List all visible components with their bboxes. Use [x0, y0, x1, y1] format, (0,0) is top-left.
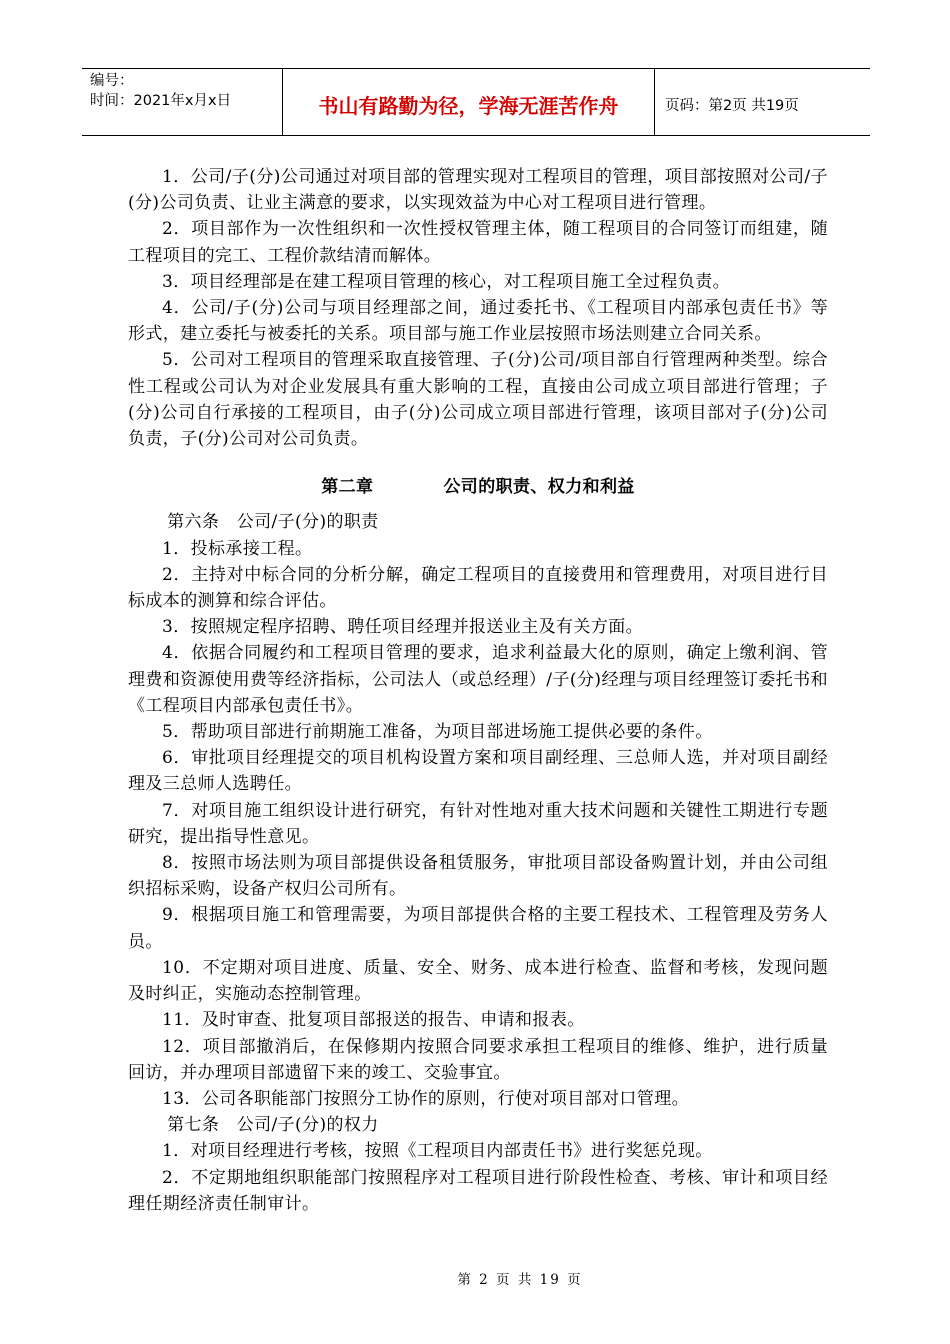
header-meta	[82, 69, 283, 135]
list-item: 2．不定期地组织职能部门按照程序对工程项目进行阶段性检查、考核、审计和项目经理任期经济责任制审计。	[128, 1167, 828, 1214]
page-header	[82, 68, 870, 136]
document-body	[128, 164, 828, 1217]
paragraph: 4．公司/子(分)公司与项目经理部之间，通过委托书、《工程项目内部承包责任书》等形式，建立委托与被委托的关系。项目部与施工作业层按照市场法则建立合同关系。	[128, 298, 828, 345]
list-item: 6．审批项目经理提交的项目机构设置方案和项目副经理、三总师人选，并对项目副经理及三总师人选聘任。	[128, 748, 828, 795]
header-page-number: 页码：第2页 共19页	[665, 97, 799, 114]
paragraph: 3．项目经理部是在建工程项目管理的核心，对工程项目施工全过程负责。	[162, 271, 731, 292]
list-item: 3．按照规定程序招聘、聘任项目经理并报送业主及有关方面。	[162, 617, 644, 638]
list-item: 11．及时审查、批复项目部报送的报告、申请和报表。	[162, 1010, 585, 1031]
list-item: 12．项目部撤消后，在保修期内按照合同要求承担工程项目的维修、维护，进行质量回访，并办理项目部遗留下来的竣工、交验事宜。	[128, 1036, 828, 1083]
page-footer: 第 2 页 共 19 页	[457, 1272, 583, 1288]
article-heading: 第六条 公司/子(分)的职责	[167, 512, 379, 533]
list-item: 1．投标承接工程。	[162, 538, 313, 559]
list-item: 13．公司各职能部门按照分工协作的原则，行使对项目部对口管理。	[162, 1088, 690, 1109]
paragraph: 2．项目部作为一次性组织和一次性授权管理主体，随工程项目的合同签订而组建，随工程项目的完工、工程价款结清而解体。	[128, 219, 828, 266]
list-item: 9．根据项目施工和管理需要，为项目部提供合格的主要工程技术、工程管理及劳务人员。	[128, 905, 828, 952]
chapter-heading	[128, 474, 828, 500]
header-slogan: 书山有路勤为径，学海无涯苦作舟	[283, 69, 655, 135]
article-heading: 第七条 公司/子(分)的权力	[167, 1115, 379, 1136]
list-item: 7．对项目施工组织设计进行研究，有针对性地对重大技术问题和关键性工期进行专题研究，提出指导性意见。	[128, 800, 828, 847]
chapter-title: 公司的职责、权力和利益	[443, 477, 635, 498]
list-item: 5．帮助项目部进行前期施工准备，为项目部进场施工提供必要的条件。	[162, 722, 713, 743]
list-item: 10．不定期对项目进度、质量、安全、财务、成本进行检查、监督和考核，发现问题及时纠正，实施动态控制管理。	[128, 957, 828, 1005]
list-item: 1．对项目经理进行考核，按照《工程项目内部责任书》进行奖惩兑现。	[162, 1141, 713, 1162]
list-item: 2．主持对中标合同的分析分解，确定工程项目的直接费用和管理费用，对项目进行目标成本的测算和综合评估。	[128, 564, 828, 612]
document-number-label: 编号：	[90, 73, 134, 89]
document-date: 时间：2021年x月x日	[90, 93, 232, 109]
chapter-number: 第二章	[321, 477, 374, 498]
list-item: 8．按照市场法则为项目部提供设备租赁服务，审批项目部设备购置计划，并由公司组织招标采购，设备产权归公司所有。	[128, 853, 828, 900]
list-item: 4．依据合同履约和工程项目管理的要求，追求利益最大化的原则，确定上缴利润、管理费和资源使用费等经济指标，公司法人（或总经理）/子(分)经理与项目经理签订委托书和《工程项目内部承包责任书》。	[128, 643, 828, 716]
paragraph: 1．公司/子(分)公司通过对项目部的管理实现对工程项目的管理，项目部按照对公司/子(分)公司负责、让业主满意的要求，以实现效益为中心对工程项目进行管理。	[128, 167, 828, 214]
paragraph: 5．公司对工程项目的管理采取直接管理、子(分)公司/项目部自行管理两种类型。综合性工程或公司认为对企业发展具有重大影响的工程，直接由公司成立项目部进行管理；子(分)公司自行承接的工程项目，由子(分)公司成立项目部进行管理，该项目部对子(分)公司负责，子(分)公司对公司负责。	[128, 350, 828, 450]
